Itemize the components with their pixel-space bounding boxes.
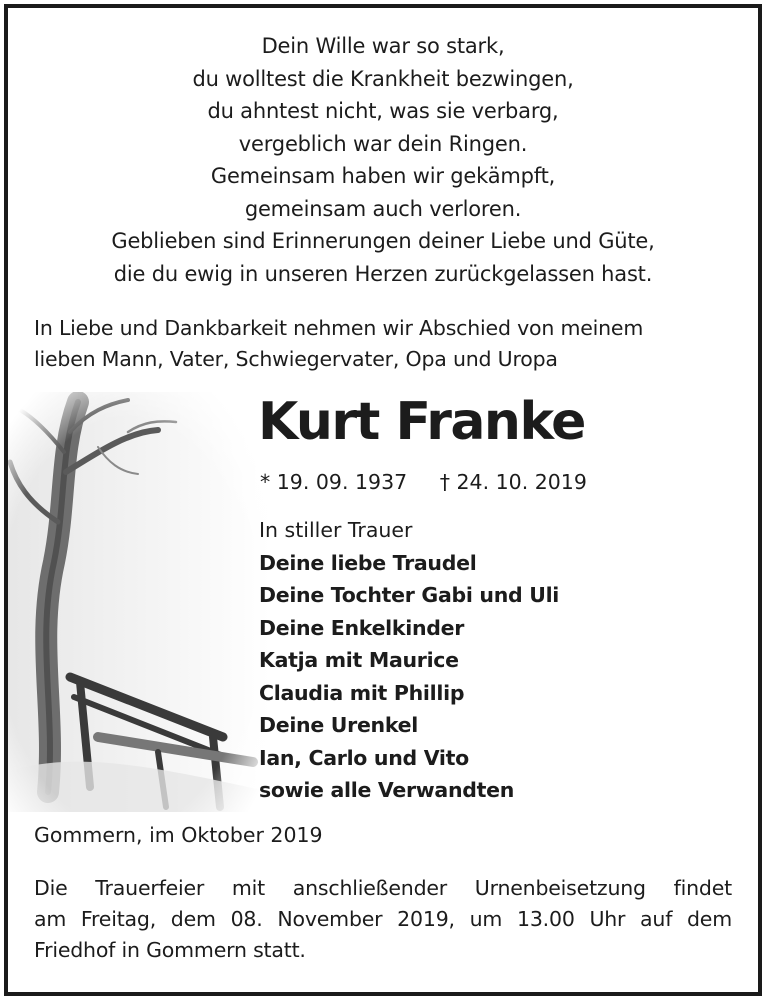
- mourner-line: Deine Urenkel: [259, 713, 418, 737]
- service-line: am Freitag, dem 08. November 2019, um 13.00 Uhr auf dem: [34, 907, 732, 931]
- mourner-line: Deine Enkelkinder: [259, 615, 465, 640]
- farewell-intro: [34, 313, 734, 375]
- intro-line: In Liebe und Dankbarkeit nehmen wir Abschied von meinem: [34, 316, 644, 340]
- service-line: Die Trauerfeier mit anschließender Urnenbeisetzung findet: [34, 876, 732, 900]
- mourners-lead: In stiller Trauer: [259, 518, 413, 542]
- mourners-list: [259, 514, 559, 807]
- deceased-name: Kurt Franke: [258, 392, 585, 452]
- poem-line: vergeblich war dein Ringen.: [238, 131, 528, 156]
- life-dates: [260, 467, 587, 497]
- poem-line: Geblieben sind Erinnerungen deiner Liebe und Güte,: [111, 229, 655, 253]
- poem-line: Gemeinsam haben wir gekämpft,: [210, 164, 556, 188]
- poem-line: Dein Wille war so stark,: [261, 34, 505, 58]
- funeral-service-notice: [34, 873, 732, 966]
- poem-line: gemeinsam auch verloren.: [244, 196, 522, 221]
- mourner-line: Deine Tochter Gabi und Uli: [259, 583, 560, 607]
- death-date: † 24. 10. 2019: [439, 470, 587, 494]
- mourner-line: Ian, Carlo und Vito: [259, 745, 469, 770]
- service-line: Friedhof in Gommern statt.: [34, 938, 306, 962]
- place-date: Gommern, im Oktober 2019: [34, 823, 323, 847]
- poem-line: die du ewig in unseren Herzen zurückgelassen hast.: [113, 261, 653, 286]
- poem-line: du wolltest die Krankheit bezwingen,: [192, 66, 574, 91]
- poem: [8, 30, 758, 290]
- poem-line: du ahntest nicht, was sie verbarg,: [207, 99, 559, 123]
- mourner-line: Claudia mit Phillip: [259, 680, 465, 705]
- mourner-line: Katja mit Maurice: [259, 648, 459, 672]
- birth-date: * 19. 09. 1937: [260, 470, 408, 494]
- mourner-line: sowie alle Verwandten: [259, 778, 515, 802]
- intro-line: lieben Mann, Vater, Schwiegervater, Opa und Uropa: [34, 347, 558, 371]
- mourner-line: Deine liebe Traudel: [259, 550, 477, 575]
- tree-bench-illustration: [8, 392, 270, 812]
